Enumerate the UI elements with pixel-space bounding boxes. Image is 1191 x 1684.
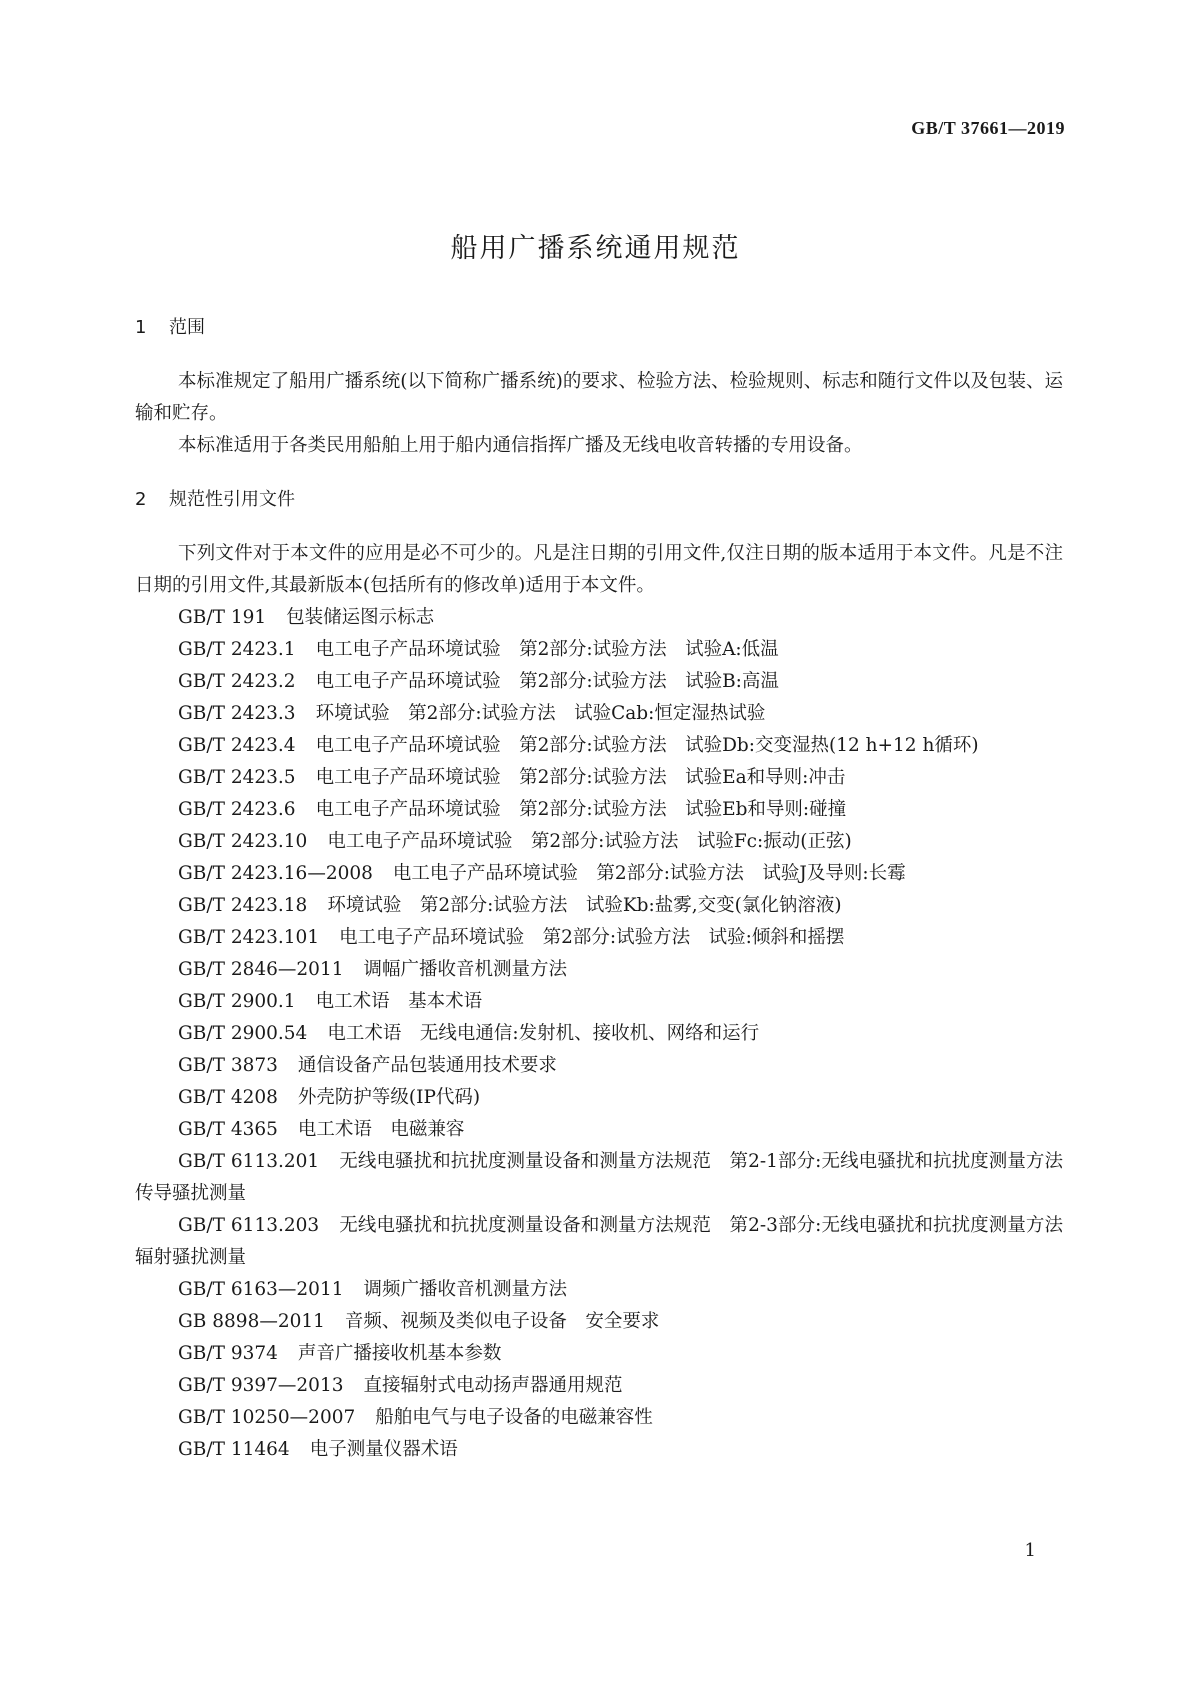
- reference-title: 电工术语 电磁兼容: [297, 1119, 465, 1140]
- reference-item: [135, 666, 1063, 698]
- reference-title: 电工电子产品环境试验 第2部分:试验方法 试验:倾斜和摇摆: [339, 927, 845, 948]
- reference-item: [135, 1050, 1063, 1082]
- page-number: 1: [1024, 1540, 1036, 1561]
- section-1-number: 1: [135, 317, 147, 338]
- section-2-heading: [135, 485, 295, 511]
- references-intro: 下列文件对于本文件的应用是必不可少的。凡是注日期的引用文件,仅注日期的版本适用于本文件。凡是不注日期的引用文件,其最新版本(包括所有的修改单)适用于本文件。: [135, 543, 1063, 596]
- reference-item: [135, 1434, 1063, 1466]
- reference-code: GB/T 4365: [178, 1119, 278, 1140]
- reference-code: GB/T 6113.201: [178, 1151, 320, 1172]
- reference-title: 无线电骚扰和抗扰度测量设备和测量方法规范 第2-1部分:无线电骚扰和抗扰度测量方法 传导骚扰测量: [135, 1151, 1082, 1204]
- reference-title: 电工电子产品环境试验 第2部分:试验方法 试验Fc:振动(正弦): [327, 831, 852, 852]
- reference-item: [135, 826, 1063, 858]
- section-2-number: 2: [135, 489, 147, 510]
- reference-title: 电工术语 基本术语: [315, 991, 483, 1012]
- document-title: 船用广播系统通用规范: [450, 233, 741, 264]
- scope-paragraph-1: 本标准规定了船用广播系统(以下简称广播系统)的要求、检验方法、检验规则、标志和随行文件以及包装、运输和贮存。: [135, 371, 1063, 424]
- reference-code: GB/T 2423.4: [178, 735, 296, 756]
- reference-item: [135, 794, 1063, 826]
- reference-code: GB/T 4208: [178, 1087, 278, 1108]
- reference-item: [135, 922, 1063, 954]
- reference-code: GB/T 2423.16—2008: [178, 863, 373, 884]
- reference-item: [135, 1018, 1063, 1050]
- reference-item: [135, 602, 1063, 634]
- reference-code: GB/T 11464: [178, 1439, 290, 1460]
- reference-code: GB/T 2423.101: [178, 927, 320, 948]
- section-2-body: [135, 538, 1082, 1466]
- reference-code: GB/T 2423.3: [178, 703, 296, 724]
- reference-item: [135, 1402, 1063, 1434]
- reference-code: GB/T 2423.10: [178, 831, 308, 852]
- reference-title: 无线电骚扰和抗扰度测量设备和测量方法规范 第2-3部分:无线电骚扰和抗扰度测量方法 辐射骚扰测量: [135, 1215, 1082, 1268]
- reference-item: [135, 986, 1063, 1018]
- reference-title: 电工电子产品环境试验 第2部分:试验方法 试验Db:交变湿热(12 h+12 h循环): [315, 735, 979, 756]
- reference-code: GB/T 2423.6: [178, 799, 296, 820]
- section-1-body: [135, 366, 1063, 462]
- reference-item: [135, 730, 1063, 762]
- reference-title: 外壳防护等级(IP代码): [297, 1087, 481, 1108]
- reference-title: 电子测量仪器术语: [309, 1439, 458, 1460]
- reference-item: [135, 890, 1063, 922]
- reference-code: GB/T 2423.18: [178, 895, 308, 916]
- reference-code: GB/T 9397—2013: [178, 1375, 344, 1396]
- reference-code: GB/T 6113.203: [178, 1215, 320, 1236]
- reference-item: [135, 1274, 1063, 1306]
- reference-item: [135, 1338, 1063, 1370]
- reference-code: GB/T 2846—2011: [178, 959, 344, 980]
- reference-title: 电工电子产品环境试验 第2部分:试验方法 试验A:低温: [315, 639, 779, 660]
- reference-title: 通信设备产品包装通用技术要求: [297, 1055, 557, 1076]
- section-2-title: 规范性引用文件: [169, 489, 295, 510]
- reference-title: 调幅广播收音机测量方法: [363, 959, 568, 980]
- reference-item: [135, 954, 1063, 986]
- reference-title: 环境试验 第2部分:试验方法 试验Kb:盐雾,交变(氯化钠溶液): [327, 895, 842, 916]
- reference-code: GB/T 2900.1: [178, 991, 296, 1012]
- reference-code: GB/T 191: [178, 607, 267, 628]
- reference-title: 声音广播接收机基本参数: [297, 1343, 502, 1364]
- reference-item: [135, 1370, 1063, 1402]
- reference-code: GB 8898—2011: [178, 1311, 325, 1332]
- reference-item: [135, 1210, 1082, 1274]
- reference-title: 电工电子产品环境试验 第2部分:试验方法 试验B:高温: [315, 671, 779, 692]
- reference-code: GB/T 3873: [178, 1055, 278, 1076]
- reference-title: 电工电子产品环境试验 第2部分:试验方法 试验Ea和导则:冲击: [315, 767, 846, 788]
- reference-item: [135, 634, 1063, 666]
- scope-paragraph-2: 本标准适用于各类民用船舶上用于船内通信指挥广播及无线电收音转播的专用设备。: [178, 435, 863, 456]
- reference-title: 环境试验 第2部分:试验方法 试验Cab:恒定湿热试验: [315, 703, 766, 724]
- reference-title: 电工电子产品环境试验 第2部分:试验方法 试验Eb和导则:碰撞: [315, 799, 847, 820]
- reference-code: GB/T 2423.5: [178, 767, 296, 788]
- reference-code: GB/T 10250—2007: [178, 1407, 356, 1428]
- reference-title: 音频、视频及类似电子设备 安全要求: [344, 1311, 660, 1332]
- reference-code: GB/T 2900.54: [178, 1023, 308, 1044]
- reference-item: [135, 1146, 1082, 1210]
- reference-title: 船舶电气与电子设备的电磁兼容性: [375, 1407, 653, 1428]
- reference-item: [135, 698, 1063, 730]
- reference-item: [135, 1082, 1063, 1114]
- reference-title: 直接辐射式电动扬声器通用规范: [363, 1375, 623, 1396]
- section-1-heading: [135, 313, 205, 339]
- reference-code: GB/T 2423.2: [178, 671, 296, 692]
- reference-title: 电工术语 无线电通信:发射机、接收机、网络和运行: [327, 1023, 760, 1044]
- reference-code: GB/T 6163—2011: [178, 1279, 344, 1300]
- reference-item: [135, 858, 1063, 890]
- section-1-title: 范围: [169, 317, 205, 338]
- reference-title: 调频广播收音机测量方法: [363, 1279, 568, 1300]
- standard-code: GB/T 37661—2019: [911, 118, 1065, 138]
- reference-code: GB/T 9374: [178, 1343, 278, 1364]
- reference-list: [135, 602, 1082, 1466]
- reference-item: [135, 762, 1063, 794]
- reference-item: [135, 1114, 1063, 1146]
- reference-code: GB/T 2423.1: [178, 639, 296, 660]
- reference-title: 电工电子产品环境试验 第2部分:试验方法 试验J及导则:长霉: [392, 863, 906, 884]
- reference-item: [135, 1306, 1063, 1338]
- reference-title: 包装储运图示标志: [286, 607, 435, 628]
